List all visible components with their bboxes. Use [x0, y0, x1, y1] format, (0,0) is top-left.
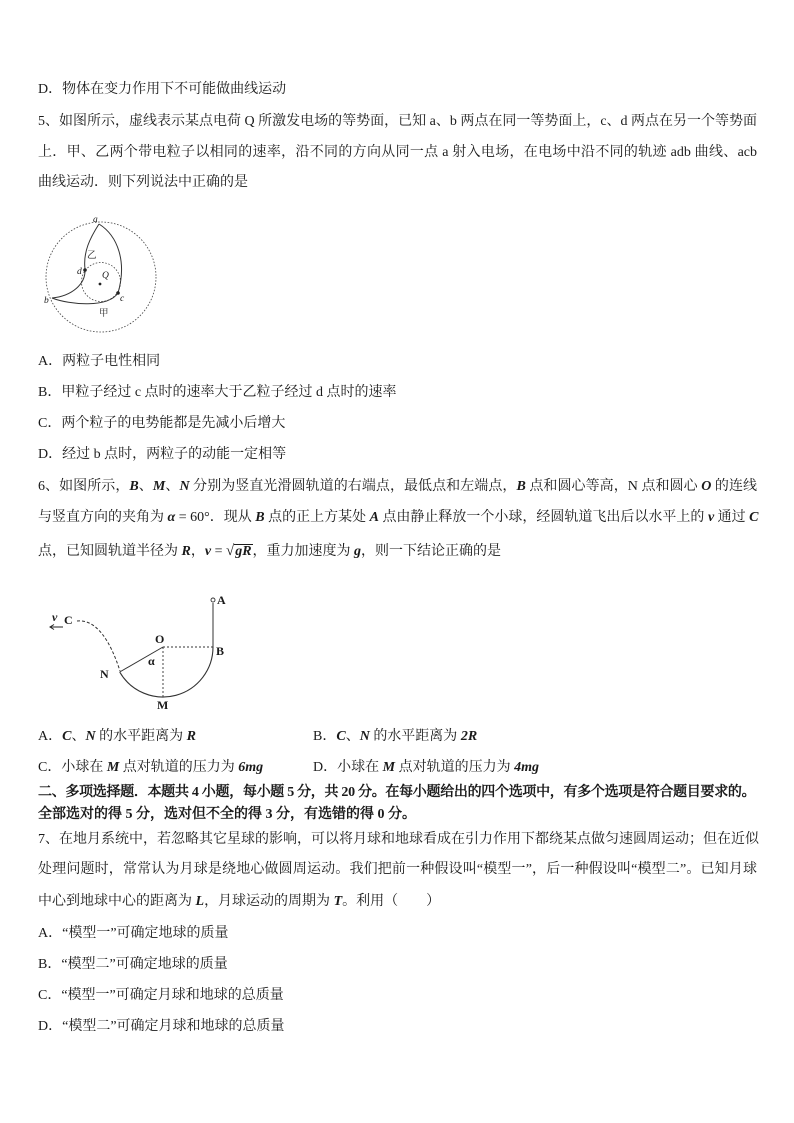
stem-text: 点和圆心等高，N 点和圆心 [525, 479, 702, 494]
point-a-marker [211, 598, 215, 602]
stem-text: ，则一下结论正确的是 [361, 544, 502, 559]
stem-text: 、 [165, 479, 180, 494]
option-text: 点对轨道的压力为 [119, 760, 239, 775]
stem-text: 点，已知圆轨道半径为 [38, 544, 182, 559]
option-text: B． [313, 729, 337, 744]
math-variable: N [85, 729, 96, 744]
point-d-dot [83, 268, 87, 272]
label-b: B [216, 644, 225, 658]
q6-option-a [38, 728, 196, 746]
q5-figure-equipotentials [40, 214, 162, 338]
stem-text: ， [190, 544, 205, 559]
label-v: v [52, 610, 58, 624]
q5-option-c: C．两个粒子的电势能都是先减小后增大 [38, 416, 286, 431]
label-alpha: α [148, 654, 155, 668]
math-variable: v [204, 544, 212, 559]
inner-equipotential-circle [82, 263, 121, 302]
math-variable: 4mg [514, 760, 539, 775]
math-variable: O [701, 479, 712, 494]
math-variable: 2R [460, 729, 478, 744]
q7-stem-line-1: 7、在地月系统中，若忽略其它星球的影响，可以将月球和地球看成在引力作用下都绕某点做匀速圆周运动；但在近似 [38, 832, 759, 847]
math-variable: N [179, 479, 190, 494]
option-text: A． [38, 729, 63, 744]
q5-option-d: D．经过 b 点时，两粒子的动能一定相等 [38, 447, 287, 462]
q7-option-b: B．“模型二”可确定地球的质量 [38, 957, 228, 972]
q7-option-a: A．“模型一”可确定地球的质量 [38, 926, 229, 941]
math-variable: L [195, 894, 205, 909]
math-variable: M [382, 760, 396, 775]
q6-stem-line-3 [38, 541, 501, 561]
sqrt-radicand: gR [235, 544, 252, 559]
label-c: C [64, 613, 73, 627]
stem-text: 的连线 [711, 479, 758, 494]
q7-option-c: C．“模型一”可确定月球和地球的总质量 [38, 988, 284, 1003]
label-d: d [77, 267, 82, 277]
math-variable: C [336, 729, 346, 744]
q6-option-d [313, 759, 539, 777]
stem-text: = 60°．现从 [175, 510, 256, 525]
q6-stem-line-2 [38, 509, 757, 527]
q5-option-b: B．甲粒子经过 c 点时的速率大于乙粒子经过 d 点时的速率 [38, 385, 397, 400]
label-a: a [93, 215, 98, 225]
q7-stem-line-3 [38, 893, 440, 911]
math-variable: 6mg [238, 760, 264, 775]
label-b: b [44, 296, 49, 306]
math-variable: M [106, 760, 120, 775]
q5-option-a: A．两粒子电性相同 [38, 354, 161, 369]
math-variable: C [749, 510, 759, 525]
stem-text: 与竖直方向的夹角为 [38, 510, 168, 525]
q6-stem-line-1 [38, 478, 757, 496]
q4-option-d: D．物体在变力作用下不可能做曲线运动 [38, 82, 287, 97]
trajectory-yi-adb [52, 224, 99, 298]
projectile-path [77, 621, 120, 671]
stem-text: ，重力加速度为 [252, 544, 355, 559]
label-m: M [157, 698, 169, 712]
math-variable: M [152, 479, 166, 494]
stem-text: = [211, 544, 226, 559]
math-variable: B [129, 479, 139, 494]
q5-stem-line-3: 曲线运动．则下列说法中正确的是 [38, 175, 248, 190]
label-q: Q [102, 271, 109, 281]
label-yi: 乙 [87, 251, 97, 261]
option-text: 、 [71, 729, 86, 744]
stem-text: 6、如图所示， [38, 479, 130, 494]
q6-option-b [313, 728, 477, 746]
math-variable: A [369, 510, 379, 525]
stem-text: 、 [138, 479, 153, 494]
q6-figure-circular-track [45, 592, 235, 712]
q7-stem-line-2: 处理问题时，常常认为月球是绕地心做圆周运动。我们把前一种假设叫“模型一”，后一种假设叫“模型二”。已知月球 [38, 862, 757, 877]
label-c: c [120, 294, 125, 304]
stem-text: 分别为竖直光滑圆轨道的右端点，最低点和左端点， [189, 479, 517, 494]
sqrt-symbol: √ [225, 543, 235, 559]
math-variable: T [333, 894, 343, 909]
label-jia: 甲 [99, 309, 109, 319]
trajectory-jia-acb [52, 224, 122, 304]
q5-stem-line-1: 5、如图所示，虚线表示某点电荷 Q 所激发电场的等势面，已知 a、b 两点在同一等势面上，c、d 两点在另一个等势面 [38, 114, 758, 129]
section-heading-line-1: 二、多项选择题．本题共 4 小题，每小题 5 分，共 20 分。在每小题给出的四个选项中，有多个选项是符合题目要求的。 [38, 785, 756, 800]
math-variable: C [62, 729, 72, 744]
option-text: 的水平距离为 [95, 729, 187, 744]
q6-option-c [38, 759, 263, 777]
q5-stem-line-2: 上．甲、乙两个带电粒子以相同的速率，沿不同的方向从同一点 a 射入电场，在电场中沿不同的轨迹 adb 曲线、acb [38, 145, 757, 160]
label-n: N [100, 667, 109, 681]
stem-text: 点的正上方某处 [264, 510, 370, 525]
circular-track-arc [120, 647, 213, 697]
math-variable: N [359, 729, 370, 744]
math-variable: α [167, 510, 176, 525]
option-text: C．小球在 [38, 760, 107, 775]
math-variable: R [181, 544, 191, 559]
option-text: 、 [345, 729, 360, 744]
math-variable: B [255, 510, 265, 525]
math-variable: R [186, 729, 196, 744]
math-variable: B [516, 479, 526, 494]
option-text: D．小球在 [313, 760, 383, 775]
q7-option-d: D．“模型二”可确定月球和地球的总质量 [38, 1019, 285, 1034]
answer-blank: 。利用（ ） [342, 894, 441, 909]
option-text: 点对轨道的压力为 [395, 760, 515, 775]
charge-q-dot [99, 283, 102, 286]
stem-text: 中心到地球中心的距离为 [38, 894, 196, 909]
math-variable: v [707, 510, 715, 525]
math-variable: g [354, 544, 362, 559]
section-heading-line-2: 全部选对的得 5 分，选对但不全的得 3 分，有选错的得 0 分。 [38, 807, 416, 822]
stem-text: 点由静止释放一个小球，经圆轨道飞出后以水平上的 [378, 510, 708, 525]
stem-text: 通过 [714, 510, 750, 525]
radius-o-n [120, 647, 163, 672]
stem-text: ，月球运动的周期为 [204, 894, 334, 909]
label-a: A [217, 593, 226, 607]
option-text: 的水平距离为 [369, 729, 461, 744]
label-o: O [155, 632, 165, 646]
